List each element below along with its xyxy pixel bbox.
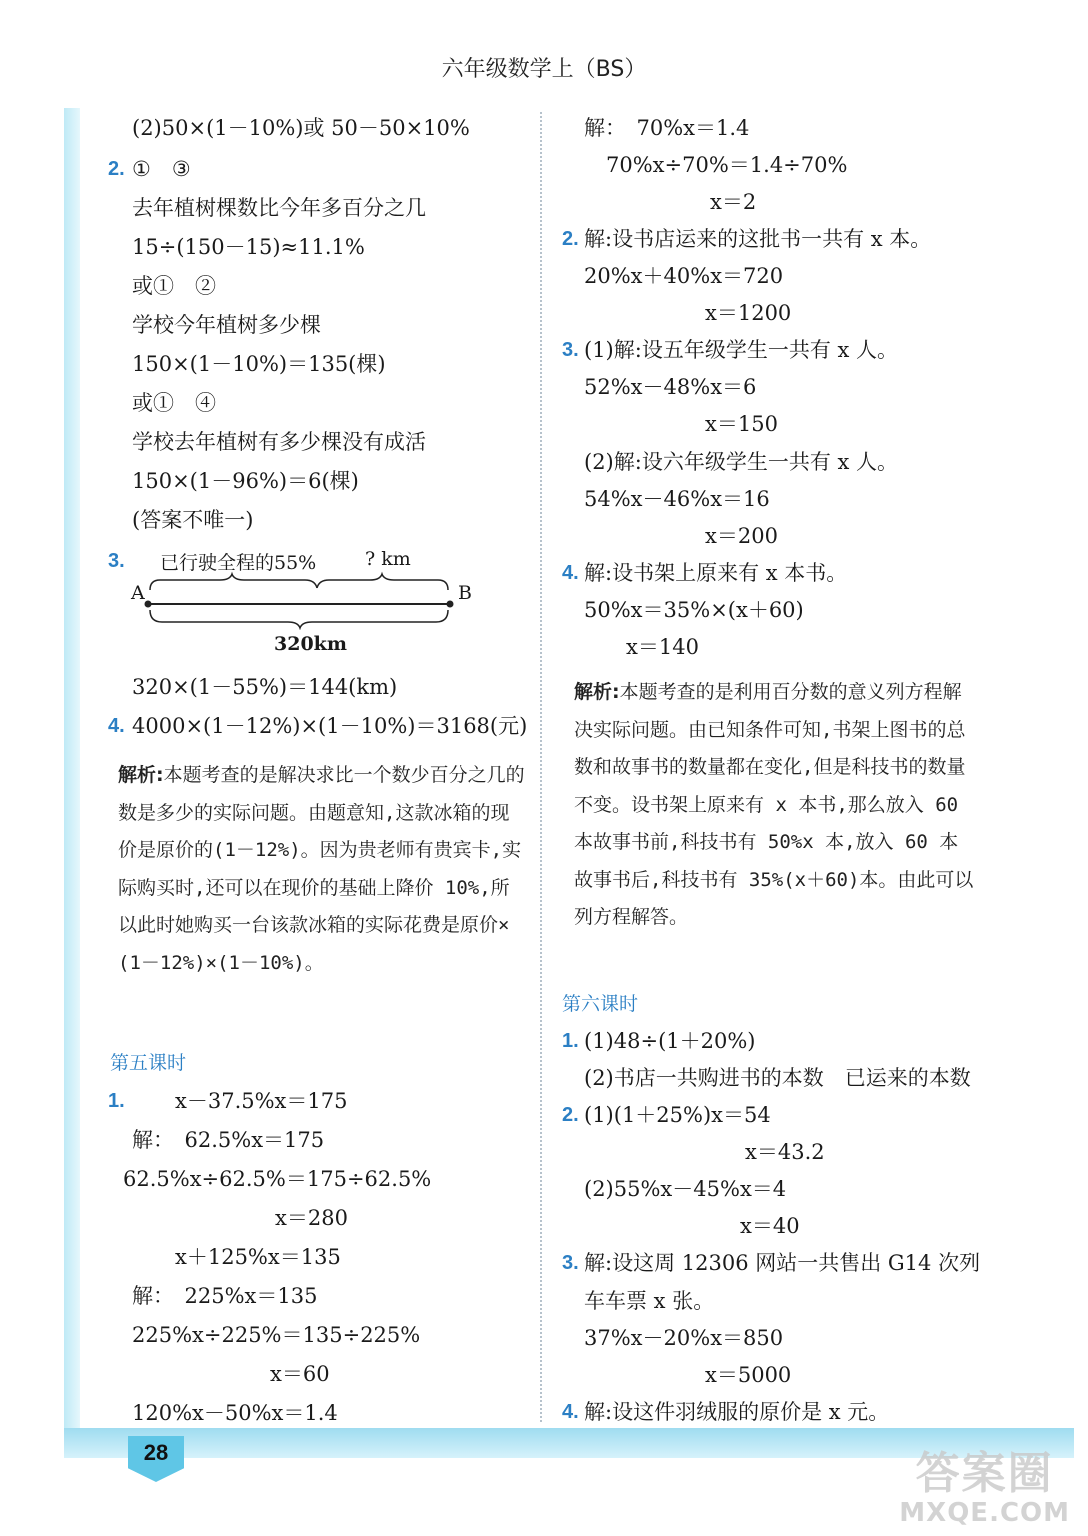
analysis-text: 本题考查的是解决求比一个数少百分之几的数是多少的实际问题。由题意知,这款冰箱的现价是原价的(1－12%)。因为贵老师有贵宾卡,实际购买时,还可以在现价的基础上降价 10%,所以此时她购买一台该款冰箱的实际花费是原价×(1－12%)×(1－10%)。: [118, 764, 525, 974]
equation-line: (2)55%x－45%x＝4: [584, 1177, 787, 1201]
equation-line: x－37.5%x＝175: [175, 1089, 348, 1113]
analysis-block: [118, 757, 526, 982]
analysis-label: 解析:: [118, 764, 164, 786]
diagram-point-b: B: [458, 582, 472, 604]
equation-line: x＝1200: [705, 301, 792, 325]
analysis-block: [574, 674, 974, 937]
watermark-url: MXQE.COM: [899, 1498, 1070, 1528]
equation-line: x＝43.2: [745, 1140, 825, 1164]
section-title: 第六课时: [562, 993, 639, 1015]
question-number: 1.: [108, 1090, 125, 1112]
text-line: (答案不唯一): [132, 508, 254, 532]
text-line: (2)解:设六年级学生一共有 x 人。: [584, 450, 899, 474]
equation-line: 解： 62.5%x＝175: [132, 1128, 325, 1152]
question-number: 2.: [108, 158, 125, 180]
equation-line: x＝150: [705, 412, 778, 436]
column-divider: [540, 112, 542, 1422]
diagram-label-unknown: ? km: [365, 548, 411, 570]
text-line: 学校去年植树有多少棵没有成活: [132, 430, 426, 454]
question-number: 1.: [562, 1030, 579, 1052]
question-number: 2.: [562, 228, 579, 250]
equation-line: 120%x－50%x＝1.4: [132, 1401, 338, 1425]
text-line: 车车票 x 张。: [584, 1289, 715, 1313]
question-number: 4.: [562, 1401, 579, 1423]
equation-line: 54%x－46%x＝16: [584, 487, 770, 511]
text-line: 或① ④: [132, 391, 216, 415]
equation-line: 解： 225%x＝135: [132, 1284, 318, 1308]
lower-brace: [150, 610, 448, 628]
equation-line: 70%x÷70%＝1.4÷70%: [606, 153, 848, 177]
analysis-label: 解析:: [574, 681, 620, 703]
point-b-dot: [447, 601, 454, 608]
watermark-logo: 答案圈: [915, 1448, 1054, 1499]
text-line: 320×(1－55%)＝144(km): [132, 675, 398, 699]
question-number: 2.: [562, 1104, 579, 1126]
equation-line: 50%x＝35%×(x＋60): [584, 598, 804, 622]
text-line: 4000×(1－12%)×(1－10%)＝3168(元): [132, 714, 528, 738]
equation-line: 62.5%x÷62.5%＝175÷62.5%: [123, 1167, 432, 1191]
question-number: 4.: [108, 715, 125, 737]
question-number: 4.: [562, 562, 579, 584]
point-a-dot: [145, 601, 152, 608]
text-line: (2)书店一共购进书的本数 已运来的本数: [584, 1066, 971, 1090]
equation-line: 37%x－20%x＝850: [584, 1326, 784, 1350]
equation-line: x＝200: [705, 524, 778, 548]
equation-line: x＝140: [626, 635, 699, 659]
text-line: 解:设这件羽绒服的原价是 x 元。: [584, 1400, 890, 1424]
text-line: 解:设书架上原来有 x 本书。: [584, 561, 848, 585]
equation-line: 225%x÷225%＝135÷225%: [132, 1323, 421, 1347]
equation-line: x＝40: [740, 1214, 800, 1238]
text-line: 150×(1－96%)＝6(棵): [132, 469, 359, 493]
text-line: (1)48÷(1＋20%): [584, 1029, 756, 1053]
equation-line: 52%x－48%x＝6: [584, 375, 757, 399]
analysis-text: 本题考查的是利用百分数的意义列方程解决实际问题。由已知条件可知,书架上图书的总数和故事书的数量都在变化,但是科技书的数量不变。设书架上原来有 x 本书,那么放入 60 本故事书前,科技书有 50%x 本,放入 60 本故事书后,科技书有 35%(x＋60)本。由此可以列方程解答。: [574, 681, 974, 928]
page-frame-left: [64, 108, 80, 1443]
watermark: [899, 1450, 1070, 1528]
text-line: 15÷(150－15)≈11.1%: [132, 235, 365, 259]
text-line: ① ③: [132, 157, 191, 181]
line-segment-diagram: [140, 570, 460, 630]
equation-line: x＋125%x＝135: [175, 1245, 341, 1269]
section-title: 第五课时: [110, 1052, 187, 1074]
text-line: 学校今年植树多少棵: [132, 313, 321, 337]
upper-brace-left: [150, 574, 317, 590]
text-line: (2)50×(1－10%)或 50－50×10%: [132, 116, 470, 140]
page-header: 六年级数学上（BS）: [441, 57, 647, 82]
text-line: 解:设书店运来的这批书一共有 x 本。: [584, 227, 932, 251]
equation-line: x＝60: [270, 1362, 330, 1386]
equation-line: x＝280: [275, 1206, 348, 1230]
diagram-label-percent: 已行驶全程的55%: [160, 552, 317, 574]
diagram-total: 320km: [274, 633, 347, 655]
diagram-point-a: A: [131, 582, 145, 604]
text-line: 解:设这周 12306 网站一共售出 G14 次列: [584, 1251, 981, 1275]
equation-line: 20%x＋40%x＝720: [584, 264, 784, 288]
text-line: 150×(1－10%)＝135(棵): [132, 352, 386, 376]
equation-line: x＝2: [710, 190, 757, 214]
equation-line: (1)(1＋25%)x＝54: [584, 1103, 771, 1127]
question-number: 3.: [562, 1252, 579, 1274]
page-number: 28: [143, 1440, 169, 1465]
equation-line: x＝5000: [705, 1363, 792, 1387]
equation-line: 解： 70%x＝1.4: [584, 116, 750, 140]
text-line: 去年植树棵数比今年多百分之几: [132, 196, 426, 220]
question-number: 3.: [108, 550, 125, 572]
text-line: 或① ②: [132, 274, 216, 298]
question-number: 3.: [562, 339, 579, 361]
text-line: (1)解:设五年级学生一共有 x 人。: [584, 338, 899, 362]
upper-brace-right: [317, 574, 448, 590]
